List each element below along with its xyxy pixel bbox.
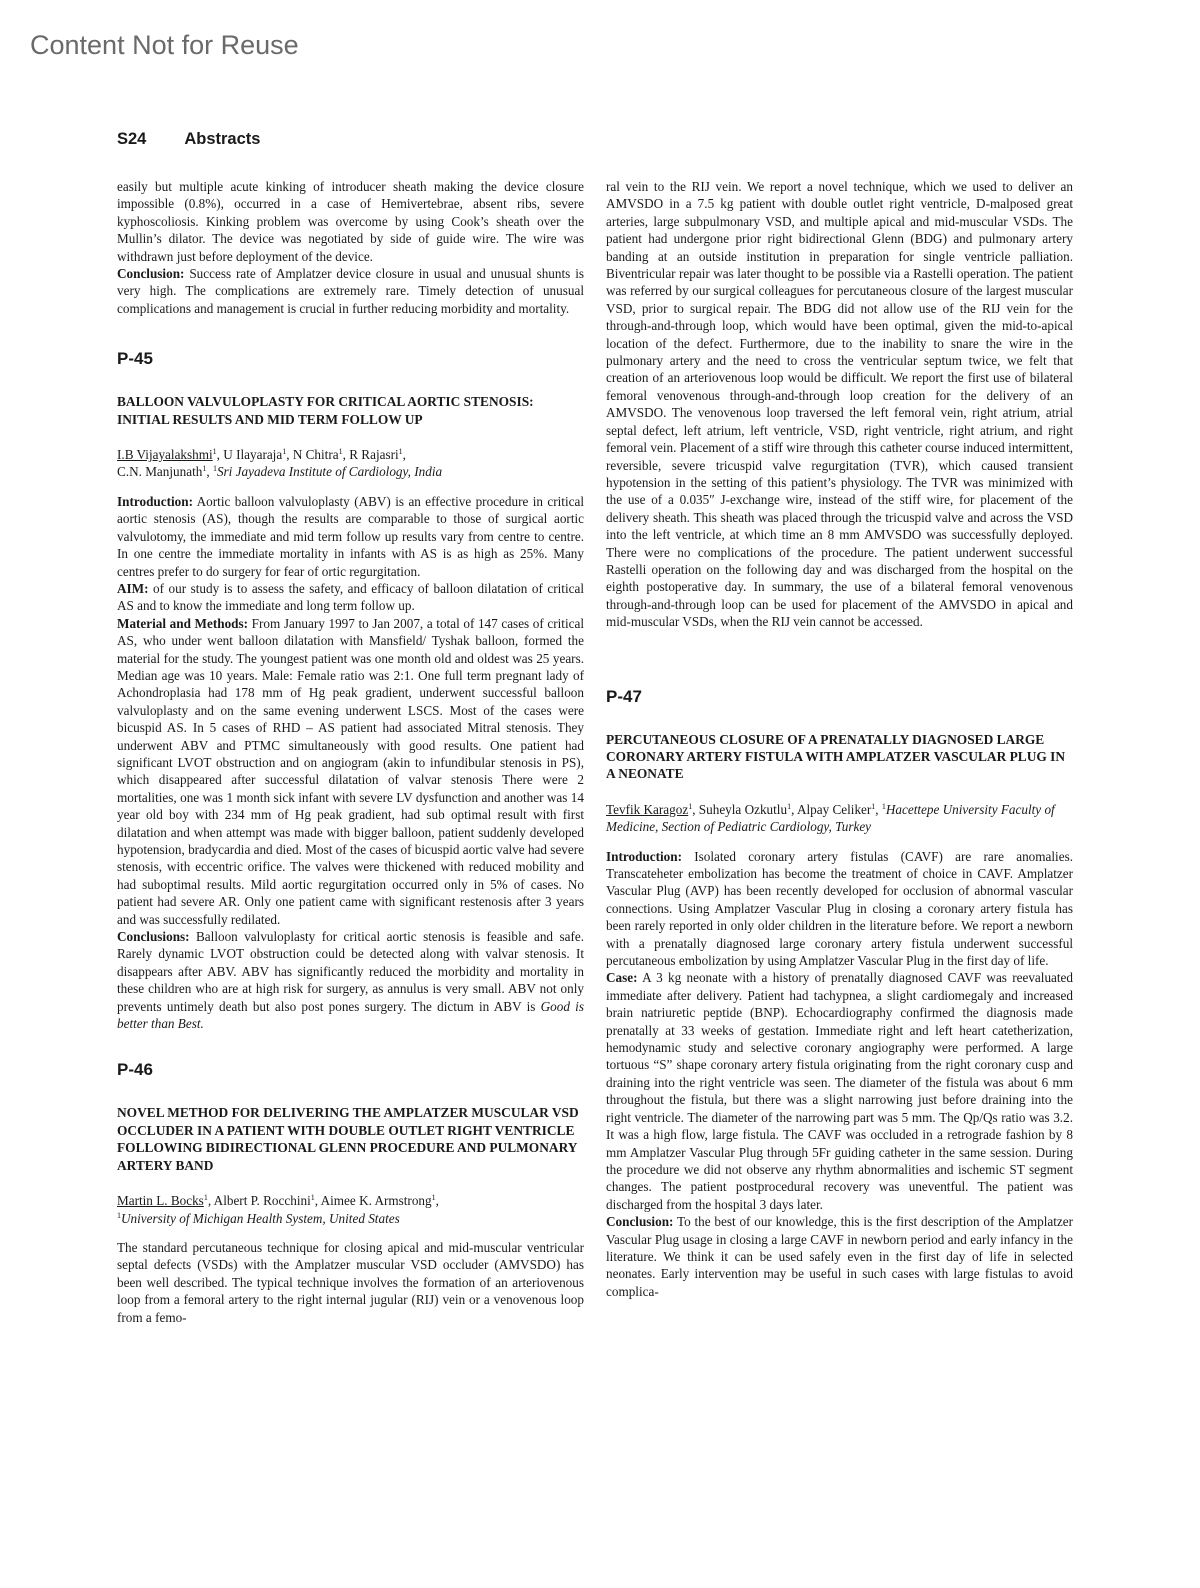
- affiliation-p46: University of Michigan Health System, United States: [121, 1210, 400, 1226]
- intro-p45: Introduction: Aortic balloon valvuloplasty (ABV) is an effective procedure in critical aortic stenosis (AS), though the results are comparable to those of surgical aortic valvulotomy, the immediate and mid term follow up results vary from centre to centre. In one centre the immediate mortality in infants with AS is as high as 25%. Many centres prefer to do surgery for fear of ortic regurgitation.: [117, 493, 584, 579]
- running-head: [117, 130, 260, 149]
- presenting-author: Tevfik Karagoz: [606, 801, 689, 817]
- conclusion-label: Conclusion:: [117, 266, 185, 282]
- presenting-author: I.B Vijayalakshmi: [117, 447, 213, 463]
- conclusions-p45: Conclusions: Balloon valvuloplasty for critical aortic stenosis is feasible and safe. Rarely dynamic LVOT obstruction could be detected along with valvar stenosis. It disappears after ABV. ABV has significantly reduced the morbidity and mortality in these children who are at high risk for surgery, as annulus is very small. ABV not only prevents untimely death but also post pones surgery. The dictum in ABV is Good is better than Best.: [117, 929, 584, 1032]
- presenting-author: Martin L. Bocks: [117, 1193, 204, 1209]
- right-column: [606, 178, 1073, 1300]
- conclusion-p47: Conclusion: To the best of our knowledge, this is the first description of the Amplatzer Vascular Plug usage in closing a large CAVF in newborn period and early infancy in the literature. We think it can be used safely even in the first day of life in selected neonates. Early intervention may be useful in such cases with large fistulas to avoid complica-: [606, 1214, 1073, 1299]
- intro-p47: Introduction: Isolated coronary artery fistulas (CAVF) are rare anomalies. Transcateheter embolization has become the treatment of choice in CAVF. Amplatzer Vascular Plug (AVP) has been recently developed for occlusion of abnormal vascular connections. Using Amplatzer Vascular Plug in closing a coronary artery fistula has been rarely reported in only older children in the literature before. We report a newborn with a prenatally diagnosed large coronary artery fistula underwent successful percutaneous embolization by using Amplatzer Vascular Plug in the first day of life.: [606, 848, 1073, 969]
- authors-p47: Tevfik Karagoz$^1$, Suheyla Ozkutlu$^1$, Alpay Celiker$^1$, $^1$Hacettepe University Faculty of Medicine, Section of Pediatric Cardiology, Turkey: [606, 801, 1055, 835]
- authors-p46: Martin L. Bocks$^1$, Albert P. Rocchini$^1$, Aimee K. Armstrong$^1$, $^1$University of Michigan Health System, United States: [117, 1193, 439, 1226]
- continued-paragraph: easily but multiple acute kinking of introducer sheath making the device closure impossible (0.8%), occurred in a case of Hemivertebrae, absent ribs, severe kyphoscoliosis. Kinking problem was overcome by using Cook’s sheath over the Mullin’s dilator. The device was negotiated by side of guide wire. The wire was withdrawn just before deployment of the device.: [117, 179, 584, 264]
- abstract-title-p46: NOVEL METHOD FOR DELIVERING THE AMPLATZER MUSCULAR VSD OCCLUDER IN A PATIENT WITH DOUBLE OUTLET RIGHT VENTRICLE FOLLOWING BIDIRECTIONAL GLENN PROCEDURE AND PULMONARY ARTERY BAND: [117, 1105, 579, 1173]
- abstract-id-p46: P-46: [117, 1060, 153, 1080]
- conclusion-text: Success rate of Amplatzer device closure in usual and unusual shunts is very high. The complications are extremely rare. Timely detection of unusual complications and management is crucial in further reducing morbidity and mortality.: [117, 266, 584, 316]
- section-title: Abstracts: [184, 130, 261, 148]
- affiliation-p47: Hacettepe University Faculty of Medicine, Section of Pediatric Cardiology, Turkey: [606, 801, 1055, 835]
- body-p46-continued: ral vein to the RIJ vein. We report a novel technique, which we used to deliver an AMVSDO in a 7.5 kg patient with double outlet right ventricle, D-malposed great arteries, large subpulmonary VSD, and multiple apical and mid-muscular VSDs. The patient had undergone prior right bidirectional Glenn (BDG) and pulmonary artery banding at an outside institution in preparation for single ventricle palliation. Biventricular repair was later thought to be possible via a Rastelli operation. The patient was referred by our surgical colleagues for percutaneous closure of the largest muscular VSD, prior to surgical repair. The BDG did not allow use of the RIJ vein for the through-and-through loop, which would have been optimal, given the mid-to-apical location of the defect. Furthermore, due to the inability to snare the wire in the pulmonary artery and the need to cross the ventricular septum twice, we felt that creation of an arteriovenous loop would be difficult. We report the first use of bilateral femoral venovenous through-and-through loop creation for the delivery of an AMVSDO. The venovenous loop traversed the left femoral vein, right atrium, atrial septal defect, left atrium, left ventricle, VSD, right ventricle, right atrium, and right femoral vein. Placement of a stiff wire through this catheter course induced intermittent, reversible, severe tricuspid valve regurgitation (TVR), which caused transient hypotension in the setting of this patient’s physiology. The TVR was minimized with the use of a 0.035″ J-exchange wire, instead of the stiff wire, for placement of the delivery sheath. This sheath was placed through the tricuspid valve and across the VSD into the left ventricle, at which time an 8 mm AMVSDO was successfully deployed. There were no complications of the procedure. The patient underwent successful Rastelli operation on the following day and was discharged from the hospital on the eighth postoperative day. In summary, the use of a bilateral femoral venovenous through-and-through loop can be used for placement of the AMVSDO in apical and mid-muscular VSDs, when the RIJ vein cannot be accessed.: [606, 179, 1073, 630]
- body-p46: The standard percutaneous technique for closing apical and mid-muscular ventricular septal defects (VSDs) with the Amplatzer muscular VSD occluder (AMVSDO) has been well described. The typical technique involves the formation of an arteriovenous loop from a femoral artery to the right internal jugular (RIJ) vein or a venovenous loop from a femo-: [117, 1239, 584, 1325]
- abstract-id-p47: P-47: [606, 686, 642, 706]
- watermark: Content Not for Reuse: [30, 30, 299, 60]
- abstract-id-p45: P-45: [117, 349, 153, 369]
- continued-conclusion: [117, 265, 584, 317]
- left-column: [117, 178, 584, 1326]
- case-p47: Case: A 3 kg neonate with a history of prenatally diagnosed CAVF was reevaluated immediate after delivery. Patient had tachypnea, a slight cardiomegaly and increased brain natriuretic peptide (BNP). Echocardiography confirmed the diagnosis made prenatally at 33 weeks of gestation. Immediate right and left heart catetherization, hemodynamic study and selective coronary angiography were performed. A large tortuous “S” shape coronary artery fistula originating from the right coronary cusp and draining into the right ventricle was seen. The diameter of the fistula was about 6 mm throughout the fistula, but there was a slight narrowing just before draining into the right ventricle. The diameter of the narrowing part was 5 mm. The Qp/Qs ratio was 3.2. It was a high flow, large fistula. The CAVF was occluded in a retrograde fashion by 8 mm Amplatzer Vascular Plug through 5Fr guiding catheter in the same session. During the procedure we did not observe any rhythm abnormalities and ischemic ST segment changes. The patient postprocedural recovery was uneventful. The patient was discharged from the hospital 3 days later.: [606, 970, 1073, 1212]
- methods-p45: Material and Methods: From January 1997 to Jan 2007, a total of 147 cases of critical AS, who under went balloon dilatation with Mansfield/ Tyshak balloon, formed the material for the study. The youngest patient was one month old and oldest was 25 years. Median age was 10 years. Male: Female ratio was 2:1. One full term pregnant lady of Achondroplasia had 178 mm of Hg peak gradient, underwent successful balloon valvuloplasty and on the same evening underwent LSCS. Most of the cases were bicuspid AS. In 5 cases of RHD – AS patient had associated Mitral stenosis. They underwent ABV and PTMC simultaneously with good results. One patient had significant LVOT obstruction and on angiogram (akin to infundibular stenosis in PS), which disappeared after successful dilatation of valvar stenosis There were 2 mortalities, one was 1 month sick infant with severe LV dysfunction and another was 14 year old boy with 234 mm of Hg peak gradient, had sub optimal result with first dilatation and when attempt was made with bigger balloon, patient suddenly developed hypotension, bradycardia and died. Most of the cases of bicuspid aortic valve had severe stenosis, with eccentric orifice. The valves were thickened with reduced mobility and had suboptimal results. Mild aortic regurgitation occurred only in 5% of cases. No patient had severe AR. Only one patient came with significant restenosis after 3 years and was successfully redilated.: [117, 615, 584, 927]
- page-number: S24: [117, 130, 147, 148]
- affiliation-p45: Sri Jayadeva Institute of Cardiology, India: [216, 464, 443, 480]
- abstract-title-p47: PERCUTANEOUS CLOSURE OF A PRENATALLY DIAGNOSED LARGE CORONARY ARTERY FISTULA WITH AMPLATZER VASCULAR PLUG IN A NEONATE: [606, 731, 1066, 782]
- authors-p45: I.B Vijayalakshmi$^1$, U Ilayaraja$^1$, N Chitra$^1$, R Rajasri$^1$, C.N. Manjunath$^1$, $^1$Sri Jayadeva Institute of Cardiology, India: [117, 447, 443, 480]
- abstract-title-p45: BALLOON VALVULOPLASTY FOR CRITICAL AORTIC STENOSIS: INITIAL RESULTS AND MID TERM FOLLOW UP: [117, 394, 534, 427]
- aim-p45: AIM: of our study is to assess the safety, and efficacy of balloon dilatation of critical AS and to know the immediate and long term follow up.: [117, 580, 584, 614]
